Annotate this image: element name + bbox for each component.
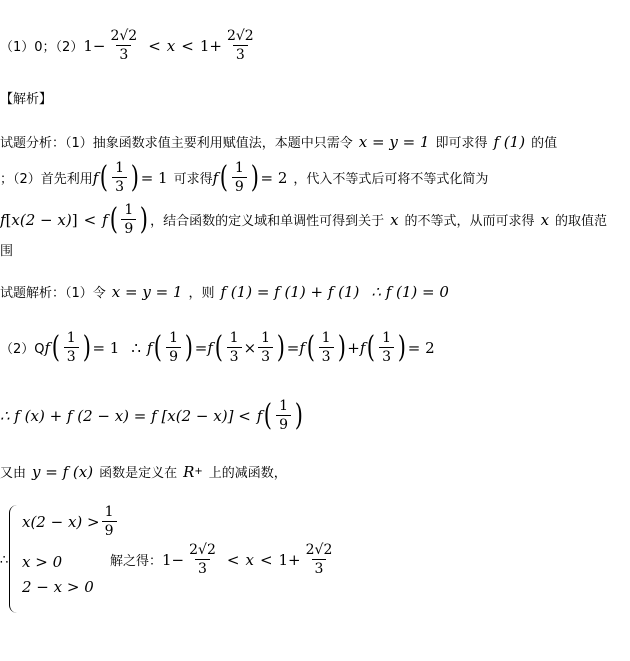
answer-fraction-upper [224, 28, 257, 63]
analysis-line-2: ；（2）首先利用 f ( $\frac{1}{3}$ ) = 1 可求得 f ( $\frac{1}{9}$ ) = 2 ，代入不等式后可将不等式化简为 [0, 159, 489, 195]
frac-denominator: 3 [116, 45, 131, 63]
fraction-one-third: $\frac{1}{3}$ [112, 160, 127, 195]
frac-denominator: 3 [233, 45, 248, 63]
analysis-text: ，代入不等式后可将不等式化简为 [293, 172, 489, 187]
superscript-plus: + [194, 466, 203, 477]
fraction-one-ninth: $\frac{1}{9}$ [121, 202, 136, 237]
analysis-text: 即可求得 [435, 136, 488, 151]
solution-text: 试题解析：（1）令 [0, 286, 106, 301]
system-brace [9, 505, 20, 613]
solution-text: 上的减函数， [208, 466, 287, 481]
answer-fraction-lower [107, 28, 140, 63]
answer-line [0, 28, 259, 63]
func-f: f [0, 210, 6, 229]
fraction-one-third: $\frac{1}{3}$ [64, 330, 79, 365]
solution-text: 又由 [0, 466, 27, 481]
var-x: x [166, 36, 176, 55]
equation: = 2 [260, 168, 288, 187]
lt-symbol: < [181, 36, 194, 55]
analysis-text: 试题分析：（1）抽象函数求值主要利用赋值法，本题中只需令 [0, 136, 353, 151]
system-therefore: ∴ [0, 553, 9, 568]
analysis-text: 的取值范 [555, 214, 608, 229]
analysis-text: ；（2）首先利用 [0, 172, 93, 187]
solution-text: 函数是定义在 [99, 466, 178, 481]
analysis-text: 的不等式，从而可求得 [404, 214, 535, 229]
answer-lower-lead: 1− [83, 36, 106, 55]
solve-result: 解之得： 1− $\frac{2√2}{3}$ < x < 1+ $\frac{2√2}{3}$ [110, 542, 333, 577]
analysis-text: 的值 [531, 136, 558, 151]
answer-upper-lead: 1+ [199, 36, 222, 55]
solution-line-3: ∴ f (x) + f (2 − x) = f [x(2 − x)] < f ( $\frac{1}{9}$ ) [0, 397, 303, 433]
func-f: f [102, 210, 108, 229]
solution-text: （2）Q [0, 342, 45, 357]
analysis-text: 可求得 [173, 172, 213, 187]
system-row-2: x > 0 [22, 553, 63, 571]
equation: y = f (x) [32, 462, 94, 481]
equation: f (1) [493, 132, 526, 151]
equation: x = y = 1 [111, 282, 183, 301]
inner-expression: x(2 − x) [11, 210, 72, 229]
fraction-one-ninth: $\frac{1}{9}$ [232, 160, 247, 195]
solution-line-2: （2）Q f ( $\frac{1}{3}$ ) = 1 ∴ f ( $\frac{1}{9}$ ) = f ( $\frac{1}{3}$ × $\frac{1}{3}$ ) = f ( $\frac{1}{3}$ ) + f ( $\frac{1}{3}$ ) = 2 [0, 329, 435, 365]
func-f: f [92, 168, 99, 187]
solution-text: ，则 [188, 286, 215, 301]
frac-numerator: 2√2 [226, 28, 254, 44]
func-f: f [212, 168, 219, 187]
equation: ∴ f (x) + f (2 − x) = f [x(2 − x)] < [0, 406, 251, 425]
analysis-line-4: 围 [0, 244, 14, 259]
var-x: x [390, 210, 399, 229]
section-header: 【解析】 [0, 92, 53, 107]
solution-line-4 [0, 462, 287, 481]
analysis-line-1 [0, 132, 557, 151]
analysis-text: ，结合函数的定义域和单调性可得到关于 [150, 214, 385, 229]
answer-part-label: （1）0；（2） [0, 40, 84, 55]
lt-symbol: < [148, 36, 161, 55]
analysis-line-3: f [ x(2 − x) ] < f ( $\frac{1}{9}$ ) ，结合函数的定义域和单调性可得到关于 x 的不等式，从而可求得 x 的取值范 [0, 201, 608, 237]
var-x: x [540, 210, 550, 229]
system-row-1: x(2 − x) > $\frac{1}{9}$ [22, 504, 119, 539]
solve-label: 解之得： [110, 554, 163, 569]
frac-numerator: 2√2 [110, 28, 138, 44]
equation: x = y = 1 [358, 132, 430, 151]
system-row-3: 2 − x > 0 [22, 578, 94, 596]
solution-line-1 [0, 282, 449, 301]
var-r: R [183, 462, 195, 481]
equation: f (1) = f (1) + f (1) [220, 282, 360, 301]
equation: ∴ f (1) = 0 [371, 282, 449, 301]
equation: = 1 [140, 168, 168, 187]
